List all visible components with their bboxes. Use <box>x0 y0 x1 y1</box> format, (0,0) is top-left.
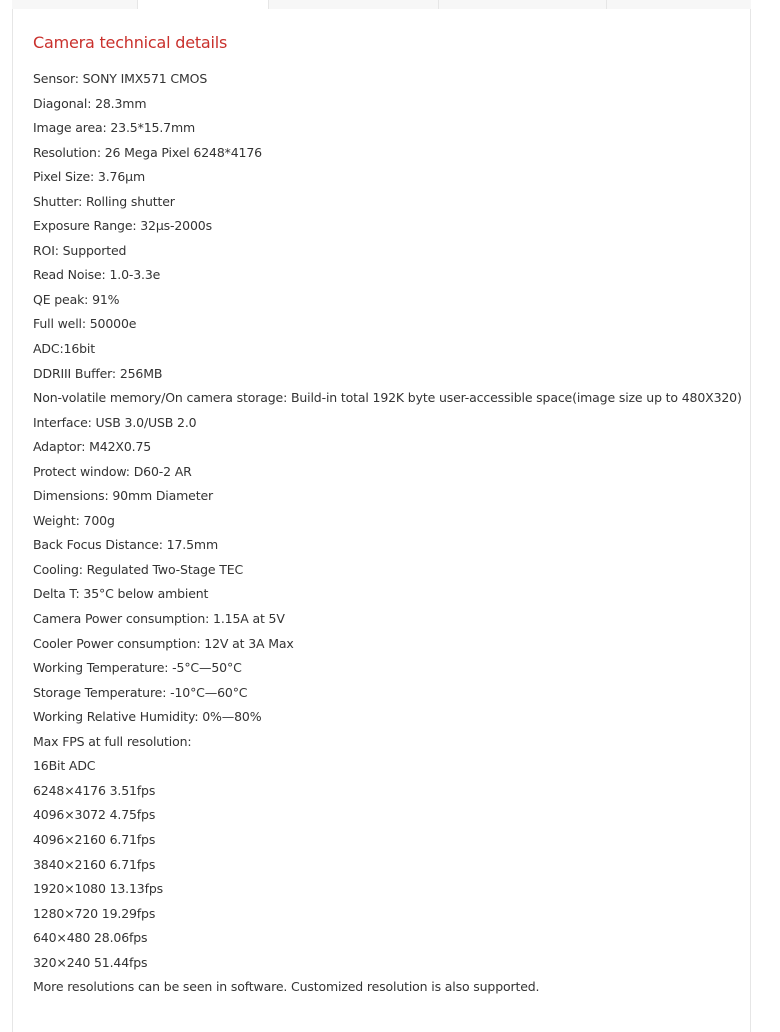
spec-line: ADC:16bit <box>33 341 95 357</box>
spec-line: Shutter: Rolling shutter <box>33 193 175 209</box>
spec-line: 1280×720 19.29fps <box>33 905 156 921</box>
spec-line: Working Relative Humidity: 0%—80% <box>33 709 262 725</box>
spec-line: Full well: 50000e <box>33 316 137 332</box>
spec-line: 320×240 51.44fps <box>33 954 148 970</box>
spec-line: 4096×2160 6.71fps <box>33 831 156 847</box>
spec-line: Storage Temperature: -10°C—60°C <box>33 684 248 700</box>
spec-line: Sensor: SONY IMX571 CMOS <box>33 71 208 86</box>
spec-line: Working Temperature: -5°C—50°C <box>33 660 242 676</box>
spec-line: Protect window: D60-2 AR <box>33 463 192 479</box>
spec-line: ROI: Supported <box>33 242 127 258</box>
spec-list <box>33 67 742 1000</box>
spec-line: Exposure Range: 32μs-2000s <box>33 218 212 234</box>
spec-line: Read Noise: 1.0-3.3e <box>33 267 161 283</box>
spec-line: Dimensions: 90mm Diameter <box>33 488 213 504</box>
spec-line: 3840×2160 6.71fps <box>33 856 156 872</box>
spec-line: Delta T: 35°C below ambient <box>33 586 209 602</box>
spec-line: Back Focus Distance: 17.5mm <box>33 537 218 553</box>
spec-line: Camera Power consumption: 1.15A at 5V <box>33 611 285 627</box>
spec-line: 4096×3072 4.75fps <box>33 807 156 823</box>
spec-line: Interface: USB 3.0/USB 2.0 <box>33 414 197 430</box>
spec-line: Diagonal: 28.3mm <box>33 95 147 111</box>
spec-line: DDRIII Buffer: 256MB <box>33 365 163 381</box>
spec-line: Cooling: Regulated Two-Stage TEC <box>33 561 244 577</box>
spec-line: Weight: 700g <box>33 512 115 528</box>
spec-line: Adaptor: M42X0.75 <box>33 439 152 455</box>
spec-line: 1920×1080 13.13fps <box>33 881 164 897</box>
spec-line: Image area: 23.5*15.7mm <box>33 120 195 136</box>
tab-content-panel <box>12 9 751 1032</box>
spec-line: Non-volatile memory/On camera storage: Build-in total 192K byte user-accessible space(image size up to 480X320) <box>33 390 742 406</box>
spec-line: Resolution: 26 Mega Pixel 6248*4176 <box>33 144 262 160</box>
spec-line: Pixel Size: 3.76μm <box>33 169 145 185</box>
spec-line: QE peak: 91% <box>33 291 120 307</box>
spec-line: 16Bit ADC <box>33 758 96 774</box>
spec-line: More resolutions can be seen in software. Customized resolution is also supported. <box>33 979 540 995</box>
section-title: Camera technical details <box>33 33 228 52</box>
spec-line: 6248×4176 3.51fps <box>33 782 156 798</box>
spec-line: Max FPS at full resolution: <box>33 733 192 749</box>
spec-line: Cooler Power consumption: 12V at 3A Max <box>33 635 294 651</box>
spec-line: 640×480 28.06fps <box>33 930 148 946</box>
